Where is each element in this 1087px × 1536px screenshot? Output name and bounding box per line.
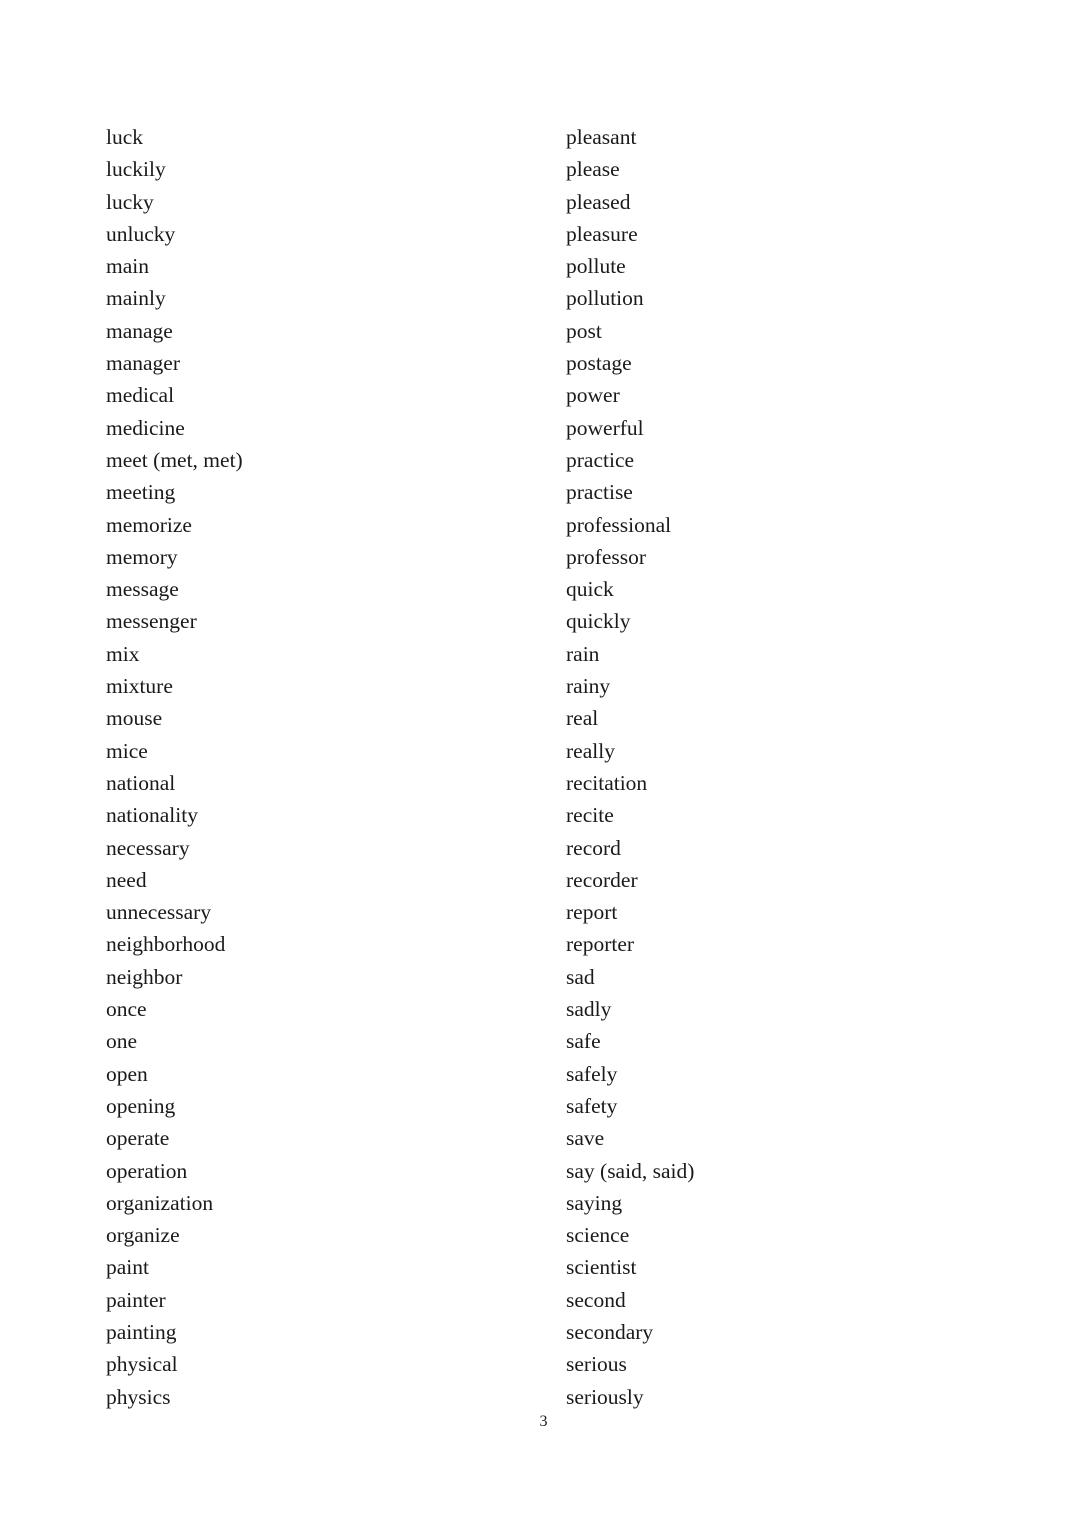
word-entry: physical [106, 1352, 178, 1377]
word-entry: pollute [566, 254, 626, 279]
word-entry: necessary [106, 835, 190, 860]
word-entry: memorize [106, 512, 192, 537]
word-entry: rain [566, 641, 600, 666]
word-entry: opening [106, 1093, 176, 1118]
word-entry: second [566, 1287, 626, 1312]
word-entry: pollution [566, 286, 644, 311]
word-entry: meeting [106, 480, 176, 505]
word-entry: paint [106, 1255, 149, 1280]
word-entry: professor [566, 544, 647, 569]
word-entry: safety [566, 1093, 618, 1118]
word-entry: seriously [566, 1384, 644, 1409]
word-entry: mix [106, 641, 140, 666]
page-number: 3 [539, 1413, 548, 1430]
word-entry: report [566, 900, 618, 925]
word-entry: power [566, 383, 620, 408]
word-entry: mouse [106, 706, 163, 731]
word-entry: please [566, 157, 620, 182]
word-entry: manager [106, 351, 181, 376]
word-entry: save [566, 1126, 605, 1151]
word-entry: neighbor [106, 964, 183, 989]
word-entry: main [106, 254, 149, 279]
word-entry: messenger [106, 609, 197, 634]
word-entry: safe [566, 1029, 601, 1054]
word-entry: one [106, 1029, 138, 1054]
word-entry: scientist [566, 1255, 637, 1280]
word-entry: memory [106, 544, 178, 569]
word-entry: sad [566, 964, 595, 989]
word-entry: recitation [566, 770, 648, 795]
word-entry: real [566, 706, 599, 731]
word-entry: pleasant [566, 125, 637, 149]
word-entry: neighborhood [106, 932, 226, 957]
word-entry: operation [106, 1158, 188, 1183]
word-entry: recite [566, 803, 614, 828]
word-entry: secondary [566, 1319, 654, 1344]
word-entry: lucky [106, 189, 154, 214]
word-entry: message [106, 577, 179, 602]
word-entry: mixture [106, 674, 173, 699]
word-entry: nationality [106, 803, 198, 828]
word-entry: science [566, 1223, 630, 1248]
word-entry: national [106, 770, 176, 795]
word-entry: organize [106, 1223, 180, 1248]
word-entry: need [106, 867, 147, 892]
word-entry: luckily [106, 157, 166, 182]
word-entry: reporter [566, 932, 635, 957]
word-entry: recorder [566, 867, 638, 892]
word-entry: medical [106, 383, 175, 408]
word-entry: practise [566, 480, 633, 505]
word-entry: painter [106, 1287, 166, 1312]
word-entry: medicine [106, 415, 185, 440]
word-entry: painting [106, 1319, 177, 1344]
word-entry: really [566, 738, 615, 763]
word-entry: powerful [566, 415, 644, 440]
word-entry: say (said, said) [566, 1158, 695, 1183]
word-entry: practice [566, 447, 635, 472]
word-entry: luck [106, 125, 144, 149]
word-entry: record [566, 835, 621, 860]
word-entry: professional [566, 512, 672, 537]
word-entry: unnecessary [106, 900, 212, 925]
word-entry: rainy [566, 674, 611, 699]
word-entry: pleased [566, 189, 631, 214]
word-entry: unlucky [106, 221, 176, 246]
word-entry: physics [106, 1384, 171, 1409]
word-entry: meet (met, met) [106, 447, 243, 472]
word-entry: safely [566, 1061, 618, 1086]
word-entry: pleasure [566, 221, 638, 246]
word-entry: post [566, 318, 602, 343]
word-list-left-column [106, 121, 526, 1413]
word-entry: once [106, 997, 147, 1022]
word-entry: mainly [106, 286, 166, 311]
word-entry: sadly [566, 997, 612, 1022]
word-list-right-column [566, 121, 986, 1413]
word-entry: quick [566, 577, 614, 602]
word-entry: open [106, 1061, 148, 1086]
word-entry: saying [566, 1190, 623, 1215]
word-entry: operate [106, 1126, 170, 1151]
word-entry: quickly [566, 609, 631, 634]
word-entry: postage [566, 351, 632, 376]
word-entry: organization [106, 1190, 214, 1215]
word-entry: manage [106, 318, 173, 343]
word-entry: serious [566, 1352, 627, 1377]
word-entry: mice [106, 738, 148, 763]
